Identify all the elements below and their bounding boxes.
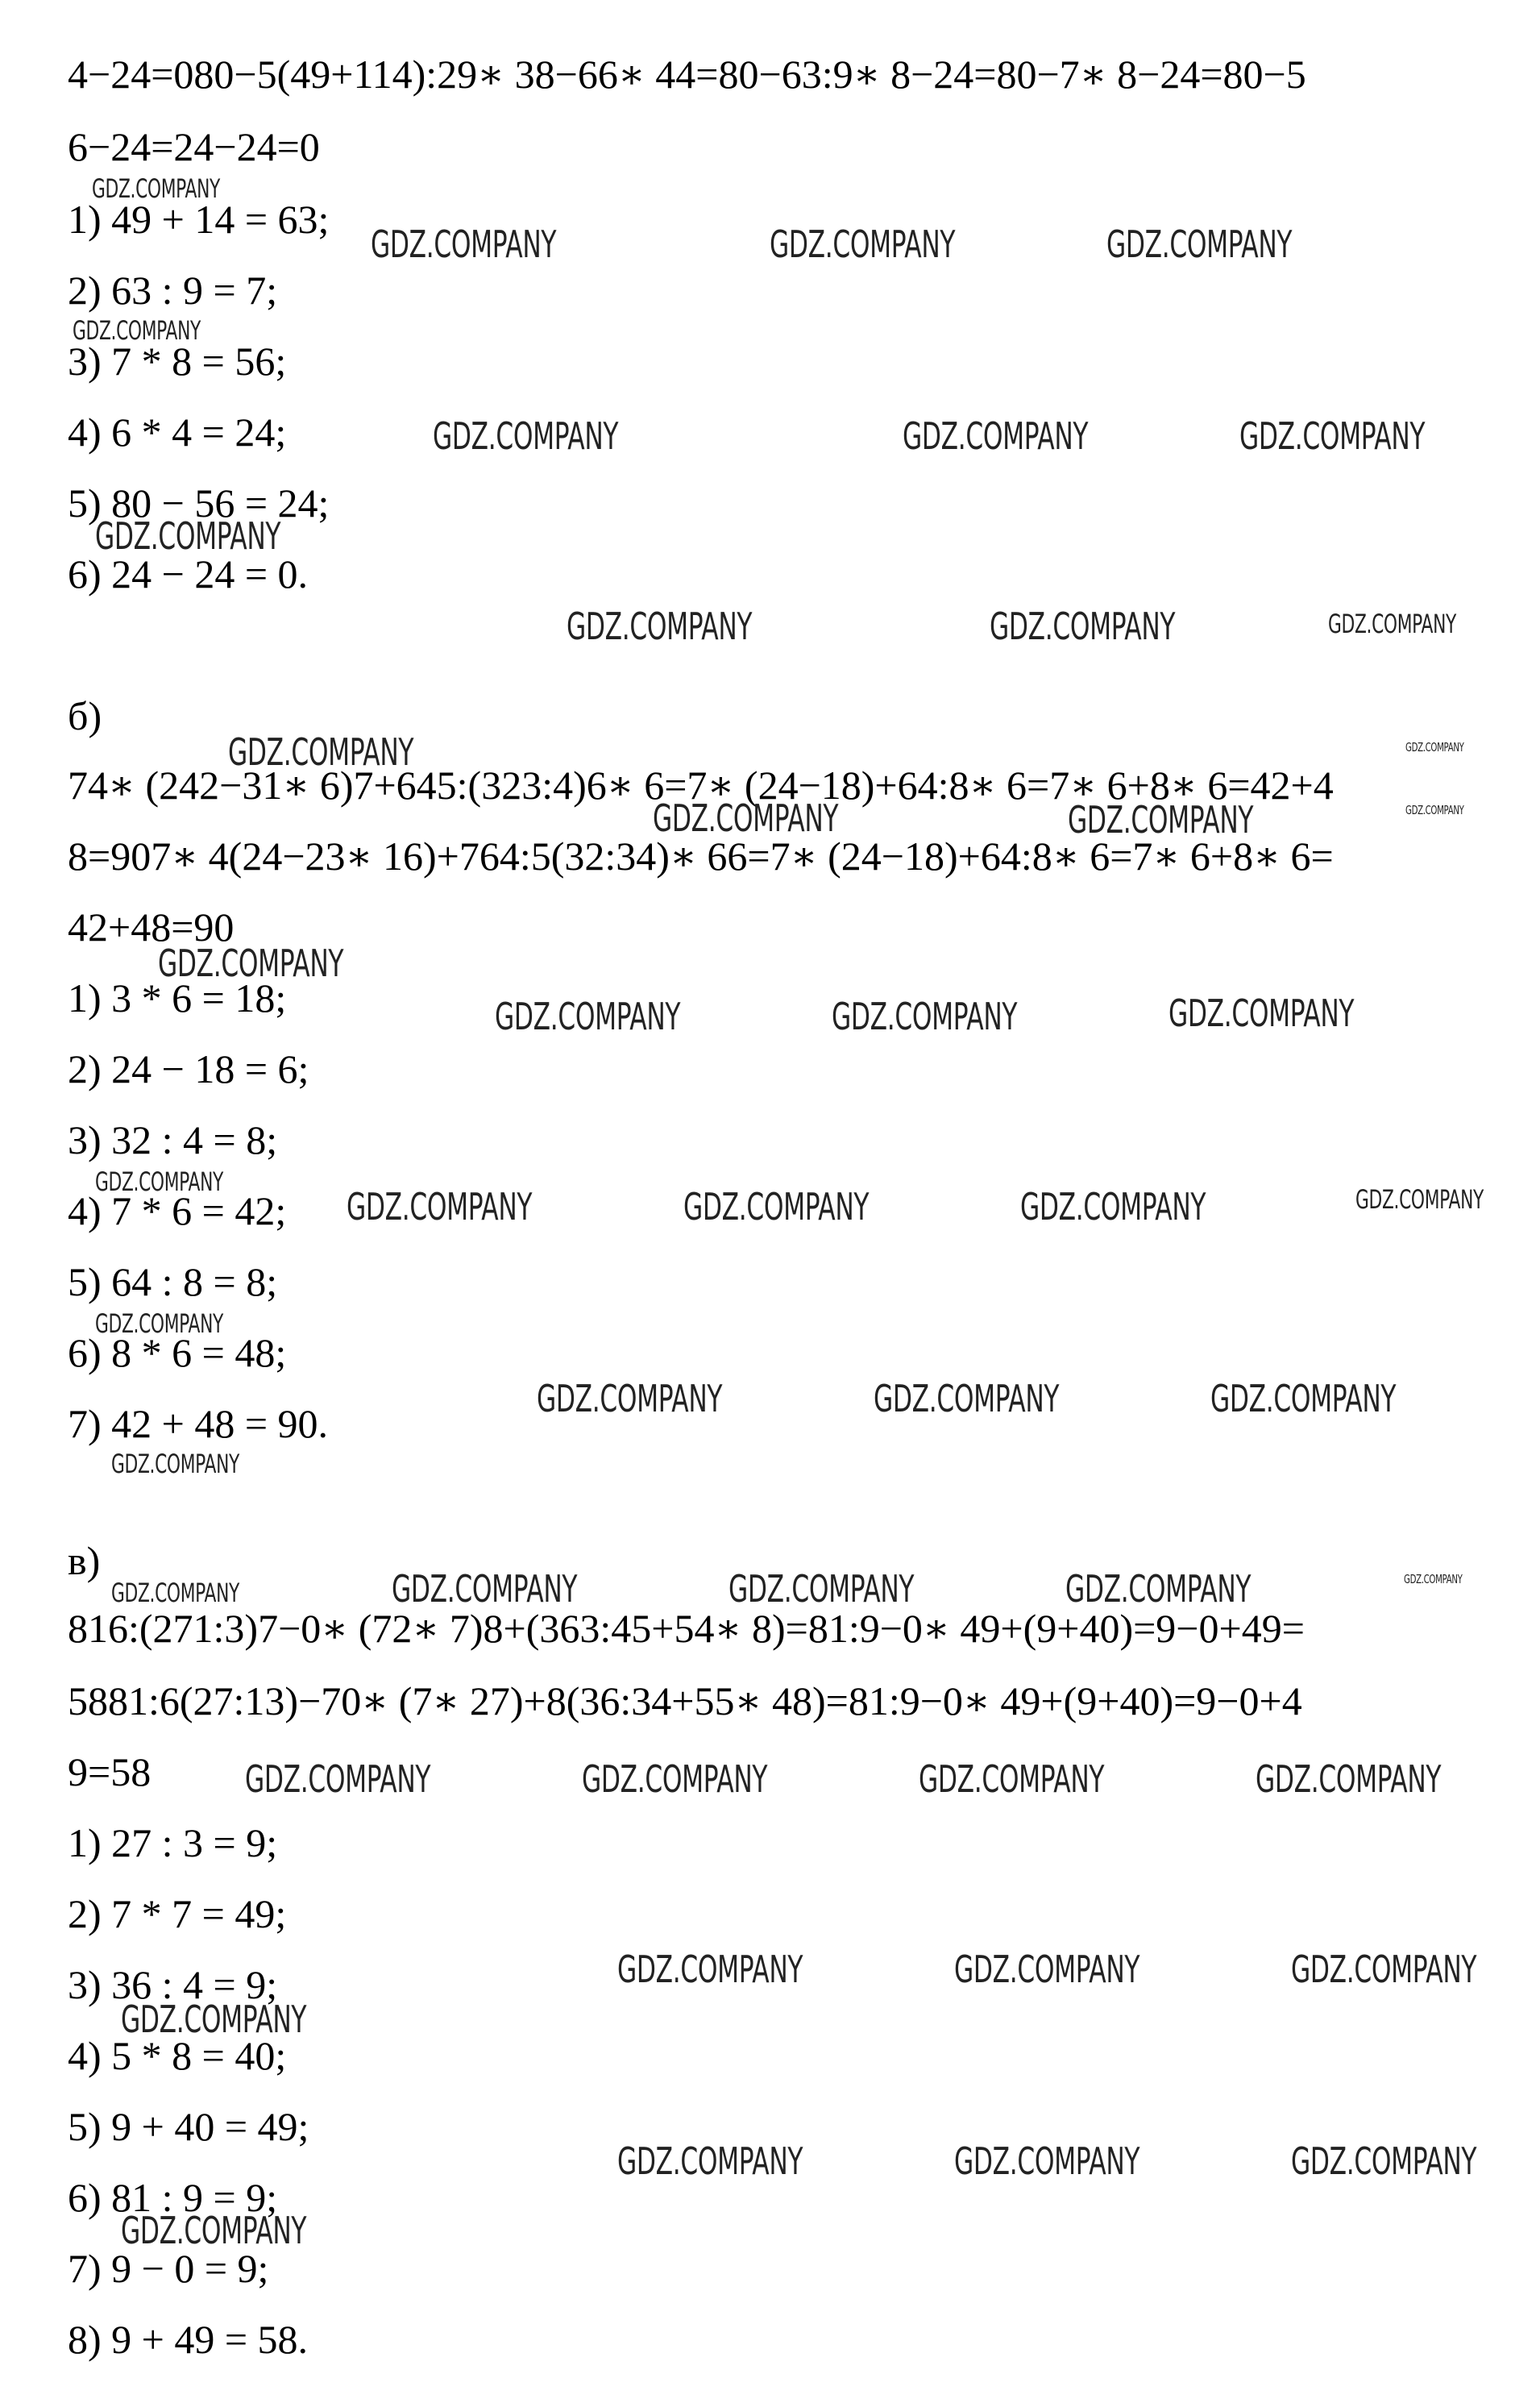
watermark: GDZ.COMPANY — [73, 315, 201, 346]
watermark: GDZ.COMPANY — [1168, 992, 1355, 1035]
watermark: GDZ.COMPANY — [121, 1998, 307, 2041]
watermark: GDZ.COMPANY — [683, 1185, 870, 1229]
step-line: 4) 5 * 8 = 40; — [68, 2033, 287, 2078]
watermark: GDZ.COMPANY — [111, 1578, 239, 1608]
watermark: GDZ.COMPANY — [537, 1377, 723, 1420]
watermark: GDZ.COMPANY — [95, 1308, 223, 1339]
step-line: 2) 7 * 7 = 49; — [68, 1891, 287, 1936]
expression-line: 4−24=080−5(49+114):29∗ 38−66∗ 44=80−63:9∗ 8−24=80−7∗ 8−24=80−5 — [68, 52, 1306, 97]
watermark: GDZ.COMPANY — [1068, 798, 1254, 842]
step-line: 1) 49 + 14 = 63; — [68, 197, 330, 242]
watermark: GDZ.COMPANY — [954, 2139, 1140, 2183]
expression-line: 5881:6(27:13)−70∗ (7∗ 27)+8(36:34+55∗ 48)=81:9−0∗ 49+(9+40)=9−0+4 — [68, 1678, 1302, 1723]
step-line: 7) 9 − 0 = 9; — [68, 2246, 269, 2291]
step-line: 3) 32 : 4 = 8; — [68, 1117, 278, 1162]
watermark: GDZ.COMPANY — [1106, 222, 1293, 266]
section-label: б) — [68, 693, 102, 738]
expression-line: 816:(271:3)7−0∗ (72∗ 7)8+(363:45+54∗ 8)=81:9−0∗ 49+(9+40)=9−0+49= — [68, 1606, 1305, 1651]
watermark: GDZ.COMPANY — [92, 173, 220, 204]
step-line: 1) 27 : 3 = 9; — [68, 1820, 278, 1865]
step-line: 7) 42 + 48 = 90. — [68, 1401, 329, 1446]
step-line: 5) 64 : 8 = 8; — [68, 1259, 278, 1304]
watermark: GDZ.COMPANY — [582, 1757, 768, 1801]
watermark: GDZ.COMPANY — [392, 1567, 578, 1611]
section-label: в) — [68, 1538, 101, 1583]
watermark: GDZ.COMPANY — [954, 1948, 1140, 1991]
watermark: GDZ.COMPANY — [95, 514, 281, 558]
watermark: GDZ.COMPANY — [111, 1449, 239, 1479]
step-line: 4) 6 * 4 = 24; — [68, 410, 287, 455]
watermark: GDZ.COMPANY — [617, 2139, 803, 2183]
step-line: 6) 81 : 9 = 9; — [68, 2175, 278, 2220]
watermark: GDZ.COMPANY — [433, 414, 619, 458]
watermark: GDZ.COMPANY — [1065, 1567, 1252, 1611]
step-line: 6) 24 − 24 = 0. — [68, 551, 309, 597]
watermark: GDZ.COMPANY — [1210, 1377, 1397, 1420]
watermark: GDZ.COMPANY — [567, 605, 753, 648]
expression-line: 8=907∗ 4(24−23∗ 16)+764:5(32:34)∗ 66=7∗ (24−18)+64:8∗ 6=7∗ 6+8∗ 6= — [68, 834, 1334, 879]
step-line: 5) 9 + 40 = 49; — [68, 2104, 309, 2149]
watermark: GDZ.COMPANY — [371, 222, 557, 266]
expression-line: 42+48=90 — [68, 904, 235, 950]
expression-line: 74∗ (242−31∗ 6)7+645:(323:4)6∗ 6=7∗ (24−18)+64:8∗ 6=7∗ 6+8∗ 6=42+4 — [68, 763, 1334, 808]
watermark: GDZ.COMPANY — [1328, 609, 1456, 639]
step-line: 8) 9 + 49 = 58. — [68, 2317, 309, 2362]
watermark: GDZ.COMPANY — [728, 1567, 915, 1611]
watermark: GDZ.COMPANY — [228, 730, 414, 774]
watermark: GDZ.COMPANY — [874, 1377, 1060, 1420]
watermark: GDZ.COMPANY — [1291, 2139, 1477, 2183]
step-line: 2) 63 : 9 = 7; — [68, 268, 278, 313]
expression-line: 9=58 — [68, 1749, 152, 1794]
watermark: GDZ.COMPANY — [1404, 1572, 1463, 1586]
watermark: GDZ.COMPANY — [1291, 1948, 1477, 1991]
watermark: GDZ.COMPANY — [1239, 414, 1426, 458]
watermark: GDZ.COMPANY — [990, 605, 1176, 648]
watermark: GDZ.COMPANY — [1256, 1757, 1442, 1801]
step-line: 2) 24 − 18 = 6; — [68, 1046, 309, 1091]
step-line: 1) 3 * 6 = 18; — [68, 975, 287, 1021]
watermark: GDZ.COMPANY — [903, 414, 1089, 458]
expression-line: 6−24=24−24=0 — [68, 124, 320, 169]
watermark: GDZ.COMPANY — [1355, 1184, 1484, 1215]
watermark: GDZ.COMPANY — [653, 796, 839, 840]
step-line: 5) 80 − 56 = 24; — [68, 480, 330, 526]
watermark: GDZ.COMPANY — [245, 1757, 431, 1801]
watermark: GDZ.COMPANY — [158, 942, 344, 985]
step-line: 3) 36 : 4 = 9; — [68, 1962, 278, 2007]
watermark: GDZ.COMPANY — [121, 2209, 307, 2252]
watermark: GDZ.COMPANY — [1020, 1185, 1206, 1229]
watermark: GDZ.COMPANY — [1405, 803, 1464, 817]
watermark: GDZ.COMPANY — [617, 1948, 803, 1991]
step-line: 3) 7 * 8 = 56; — [68, 339, 287, 384]
watermark: GDZ.COMPANY — [832, 995, 1018, 1038]
watermark: GDZ.COMPANY — [919, 1757, 1105, 1801]
watermark: GDZ.COMPANY — [347, 1185, 533, 1229]
watermark: GDZ.COMPANY — [495, 995, 681, 1038]
watermark: GDZ.COMPANY — [95, 1166, 223, 1197]
step-line: 6) 8 * 6 = 48; — [68, 1330, 287, 1375]
watermark: GDZ.COMPANY — [770, 222, 956, 266]
step-line: 4) 7 * 6 = 42; — [68, 1188, 287, 1233]
watermark: GDZ.COMPANY — [1405, 740, 1464, 755]
